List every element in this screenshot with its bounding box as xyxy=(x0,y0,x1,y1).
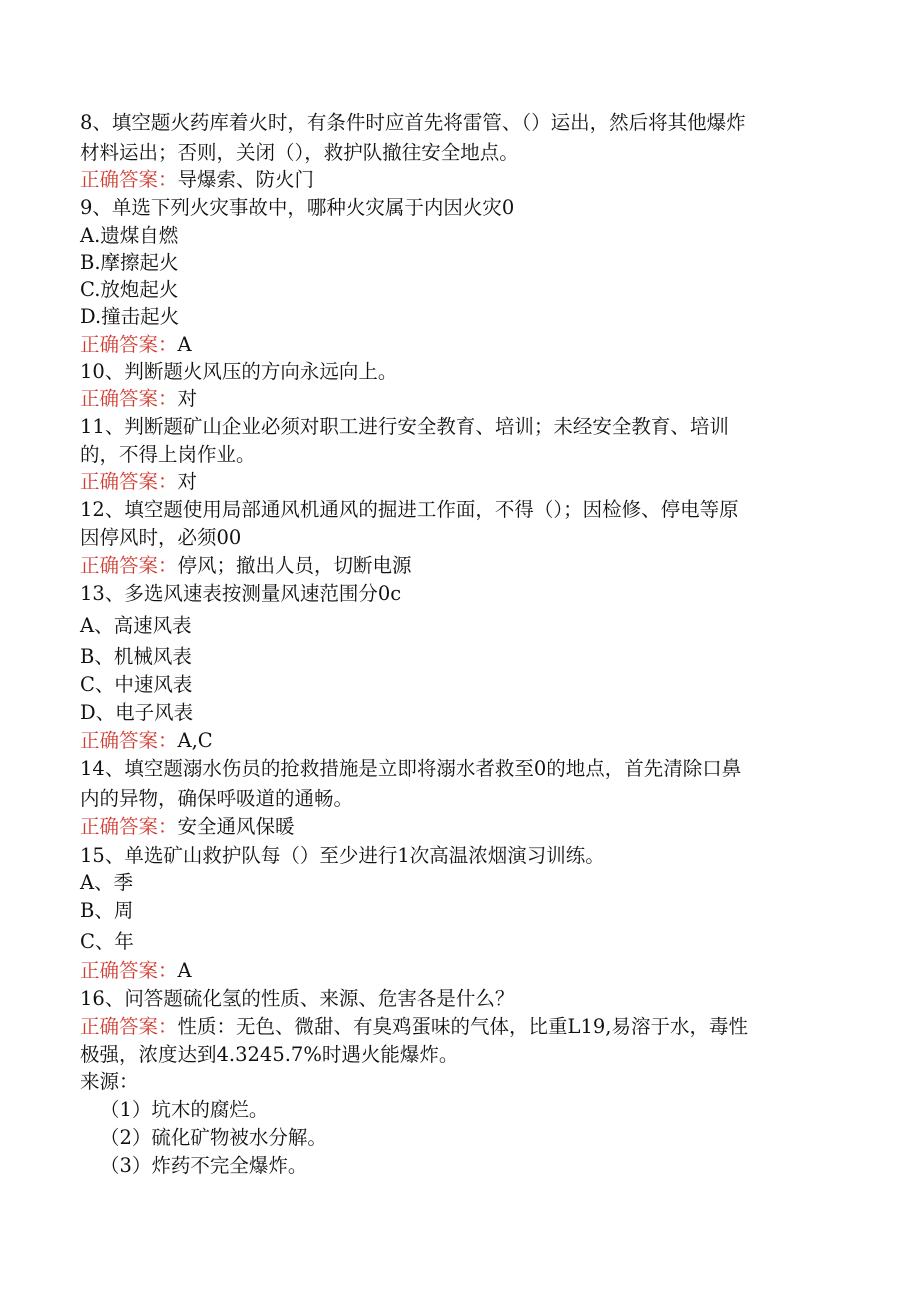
answer-label: 正确答案： xyxy=(80,1015,178,1038)
answer-16-continuation: 极强，浓度达到4.3245.7%时遇火能爆炸。 xyxy=(80,1043,459,1066)
answer-10 xyxy=(80,386,197,412)
answer-13-text: A,C xyxy=(177,729,213,752)
question-13-option-b: B、机械风表 xyxy=(80,645,192,668)
question-10: 10、判断题火风压的方向永远向上。 xyxy=(80,360,398,383)
answer-16 xyxy=(80,1014,748,1040)
answer-8-text: 导爆索、防火门 xyxy=(177,168,315,191)
answer-14 xyxy=(80,814,295,840)
question-15-option-b: B、周 xyxy=(80,899,134,922)
question-12-line-1: 12、填空题使用局部通风机通风的掘进工作面，不得（）；因检修、停电等原 xyxy=(80,498,739,521)
source-label: 来源： xyxy=(80,1070,139,1093)
question-13: 13、多选风速表按测量风速范围分0c xyxy=(80,582,402,605)
question-9-option-d: D.撞击起火 xyxy=(80,305,180,328)
answer-9-text: A xyxy=(177,333,192,356)
answer-label: 正确答案： xyxy=(80,387,178,410)
answer-8 xyxy=(80,167,314,193)
answer-10-text: 对 xyxy=(177,387,198,410)
question-16: 16、问答题硫化氢的性质、来源、危害各是什么？ xyxy=(80,987,515,1010)
answer-11-text: 对 xyxy=(177,470,198,493)
answer-label: 正确答案： xyxy=(80,333,178,356)
question-13-option-d: D、电子风表 xyxy=(80,701,194,724)
question-13-option-c: C、中速风表 xyxy=(80,673,193,696)
answer-label: 正确答案： xyxy=(80,554,178,577)
question-9-option-b: B.摩擦起火 xyxy=(80,251,179,274)
question-11-line-1: 11、判断题矿山企业必须对职工进行安全教育、培训；未经安全教育、培训 xyxy=(80,415,729,438)
question-14-line-1: 14、填空题溺水伤员的抢救措施是立即将溺水者救至0的地点，首先清除口鼻 xyxy=(80,757,742,780)
question-14-line-2: 内的异物，确保呼吸道的通畅。 xyxy=(80,787,354,810)
answer-14-text: 安全通风保暖 xyxy=(177,815,295,838)
answer-12 xyxy=(80,553,412,579)
question-15-option-c: C、年 xyxy=(80,930,134,953)
source-item-2: （2）硫化矿物被水分解。 xyxy=(100,1126,327,1149)
question-15-option-a: A、季 xyxy=(80,871,134,894)
source-item-1: （1）坑木的腐烂。 xyxy=(100,1098,269,1121)
question-8-line-1: 8、填空题火药库着火时，有条件时应首先将雷管、（）运出，然后将其他爆炸 xyxy=(80,111,746,134)
question-15: 15、单选矿山救护队每（）至少进行1次高温浓烟演习训练。 xyxy=(80,844,605,867)
question-9-option-c: C.放炮起火 xyxy=(80,278,179,301)
answer-12-text: 停风；撤出人员，切断电源 xyxy=(177,554,412,577)
answer-15-text: A xyxy=(177,959,192,982)
question-9-option-a: A.遗煤自燃 xyxy=(80,224,179,247)
answer-16-text: 性质：无色、微甜、有臭鸡蛋味的气体，比重L19,易溶于水，毒性 xyxy=(177,1015,748,1038)
answer-11 xyxy=(80,469,197,495)
answer-13 xyxy=(80,728,213,754)
answer-15 xyxy=(80,958,192,984)
answer-label: 正确答案： xyxy=(80,470,178,493)
answer-9 xyxy=(80,332,192,358)
question-9: 9、单选下列火灾事故中，哪种火灾属于内因火灾0 xyxy=(80,196,515,219)
question-13-option-a: A、高速风表 xyxy=(80,614,192,637)
question-12-line-2: 因停风时，必须00 xyxy=(80,526,242,549)
answer-label: 正确答案： xyxy=(80,729,178,752)
answer-label: 正确答案： xyxy=(80,959,178,982)
source-item-3: （3）炸药不完全爆炸。 xyxy=(100,1154,308,1177)
answer-label: 正确答案： xyxy=(80,815,178,838)
question-11-line-2: 的，不得上岗作业。 xyxy=(80,443,256,466)
question-8-line-2: 材料运出；否则，关闭（），救护队撤往安全地点。 xyxy=(80,141,519,164)
answer-label: 正确答案： xyxy=(80,168,178,191)
